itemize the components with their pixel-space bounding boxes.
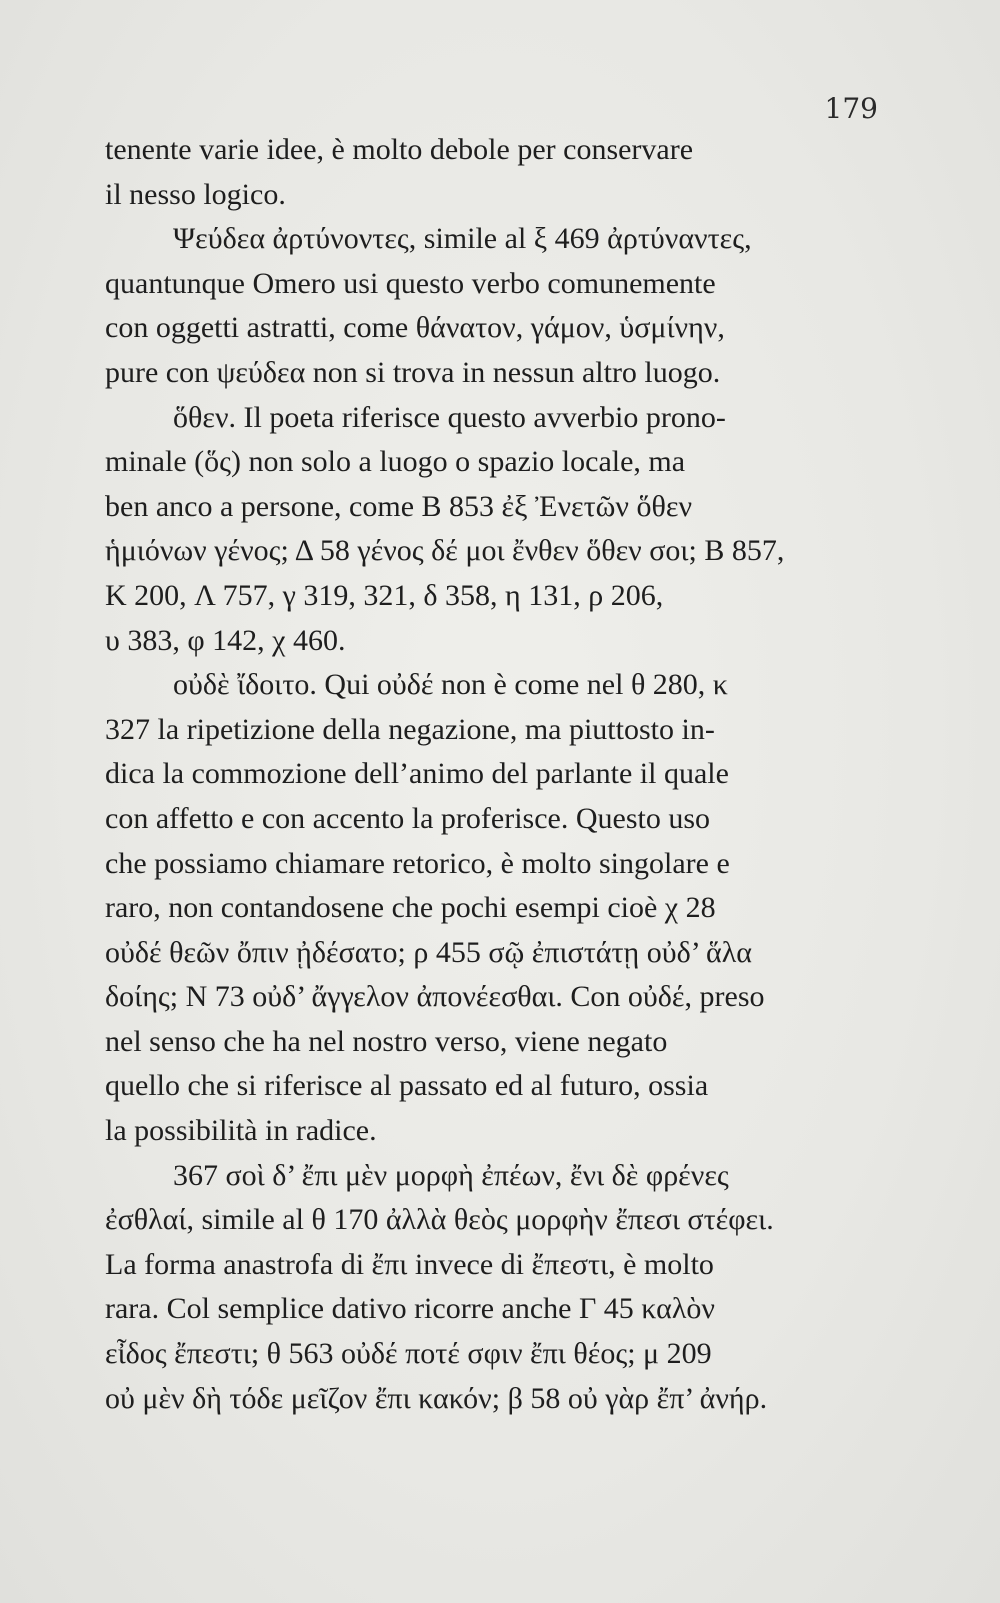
body-text xyxy=(105,128,875,1421)
text-line: dica la commozione dell’animo del parlante il quale xyxy=(105,757,729,791)
text-line: con oggetti astratti, come θάνατον, γάμον, ὑσμίνην, xyxy=(105,311,725,345)
text-line: 327 la ripetizione della negazione, ma piuttosto in- xyxy=(105,712,715,746)
text-line: minale (ὅς) non solo a luogo o spazio locale, ma xyxy=(105,445,686,479)
text-line: la possibilità in radice. xyxy=(105,1114,377,1148)
text-line: οὐδὲ ἴδοιτο. Qui οὐδέ non è come nel θ 280, κ xyxy=(173,668,728,702)
text-line: quello che si riferisce al passato ed al futuro, ossia xyxy=(105,1069,709,1103)
text-line: δοίης; N 73 οὐδ’ ἄγγελον ἀπονέεσθαι. Con οὐδέ, preso xyxy=(105,980,765,1014)
text-line: ἐσθλαί, simile al θ 170 ἀλλὰ θεὸς μορφὴν ἔπεσι στέφει. xyxy=(105,1203,774,1237)
text-line: K 200, Λ 757, γ 319, 321, δ 358, η 131, ρ 206, xyxy=(105,578,664,612)
text-line: La forma anastrofa di ἔπι invece di ἔπεστι, è molto xyxy=(105,1247,714,1281)
text-line: con affetto e con accento la proferisce. Questo uso xyxy=(105,801,711,835)
text-line: εἶδος ἔπεστι; θ 563 οὐδέ ποτέ σφιν ἔπι θέος; μ 209 xyxy=(105,1337,712,1371)
text-line: οὐδέ θεῶν ὄπιν ᾐδέσατο; ρ 455 σῷ ἐπιστάτῃ οὐδ’ ἅλα xyxy=(105,935,752,969)
text-line: nel senso che ha nel nostro verso, viene negato xyxy=(105,1024,668,1058)
text-line: ὅθεν. Il poeta riferisce questo avverbio prono- xyxy=(173,400,726,434)
text-line: il nesso logico. xyxy=(105,177,286,211)
page-number: 179 xyxy=(824,92,878,125)
text-line: υ 383, φ 142, χ 460. xyxy=(105,623,346,657)
text-line: 367 σοὶ δ’ ἔπι μὲν μορφὴ ἐπέων, ἔνι δὲ φρένες xyxy=(173,1158,729,1192)
text-line: raro, non contandosene che pochi esempi cioè χ 28 xyxy=(105,891,716,925)
text-line: ἡμιόνων γένος; Δ 58 γένος δέ μοι ἔνθεν ὅθεν σοι; B 857, xyxy=(105,534,785,568)
text-line: οὐ μὲν δὴ τόδε μεῖζον ἔπι κακόν; β 58 οὐ γὰρ ἔπ’ ἀνήρ. xyxy=(105,1381,768,1415)
text-line: pure con ψεύδεα non si trova in nessun altro luogo. xyxy=(105,355,721,389)
text-line: che possiamo chiamare retorico, è molto singolare e xyxy=(105,846,730,880)
text-line: quantunque Omero usi questo verbo comunemente xyxy=(105,266,716,300)
text-line: rara. Col semplice dativo ricorre anche Γ 45 καλὸν xyxy=(105,1292,715,1326)
text-line: Ψεύδεα ἀρτύνοντες, simile al ξ 469 ἀρτύναντες, xyxy=(173,222,752,256)
text-line: tenente varie idee, è molto debole per conservare xyxy=(105,133,694,166)
text-line: ben anco a persone, come B 853 ἐξ Ἐνετῶν ὅθεν xyxy=(105,489,693,523)
